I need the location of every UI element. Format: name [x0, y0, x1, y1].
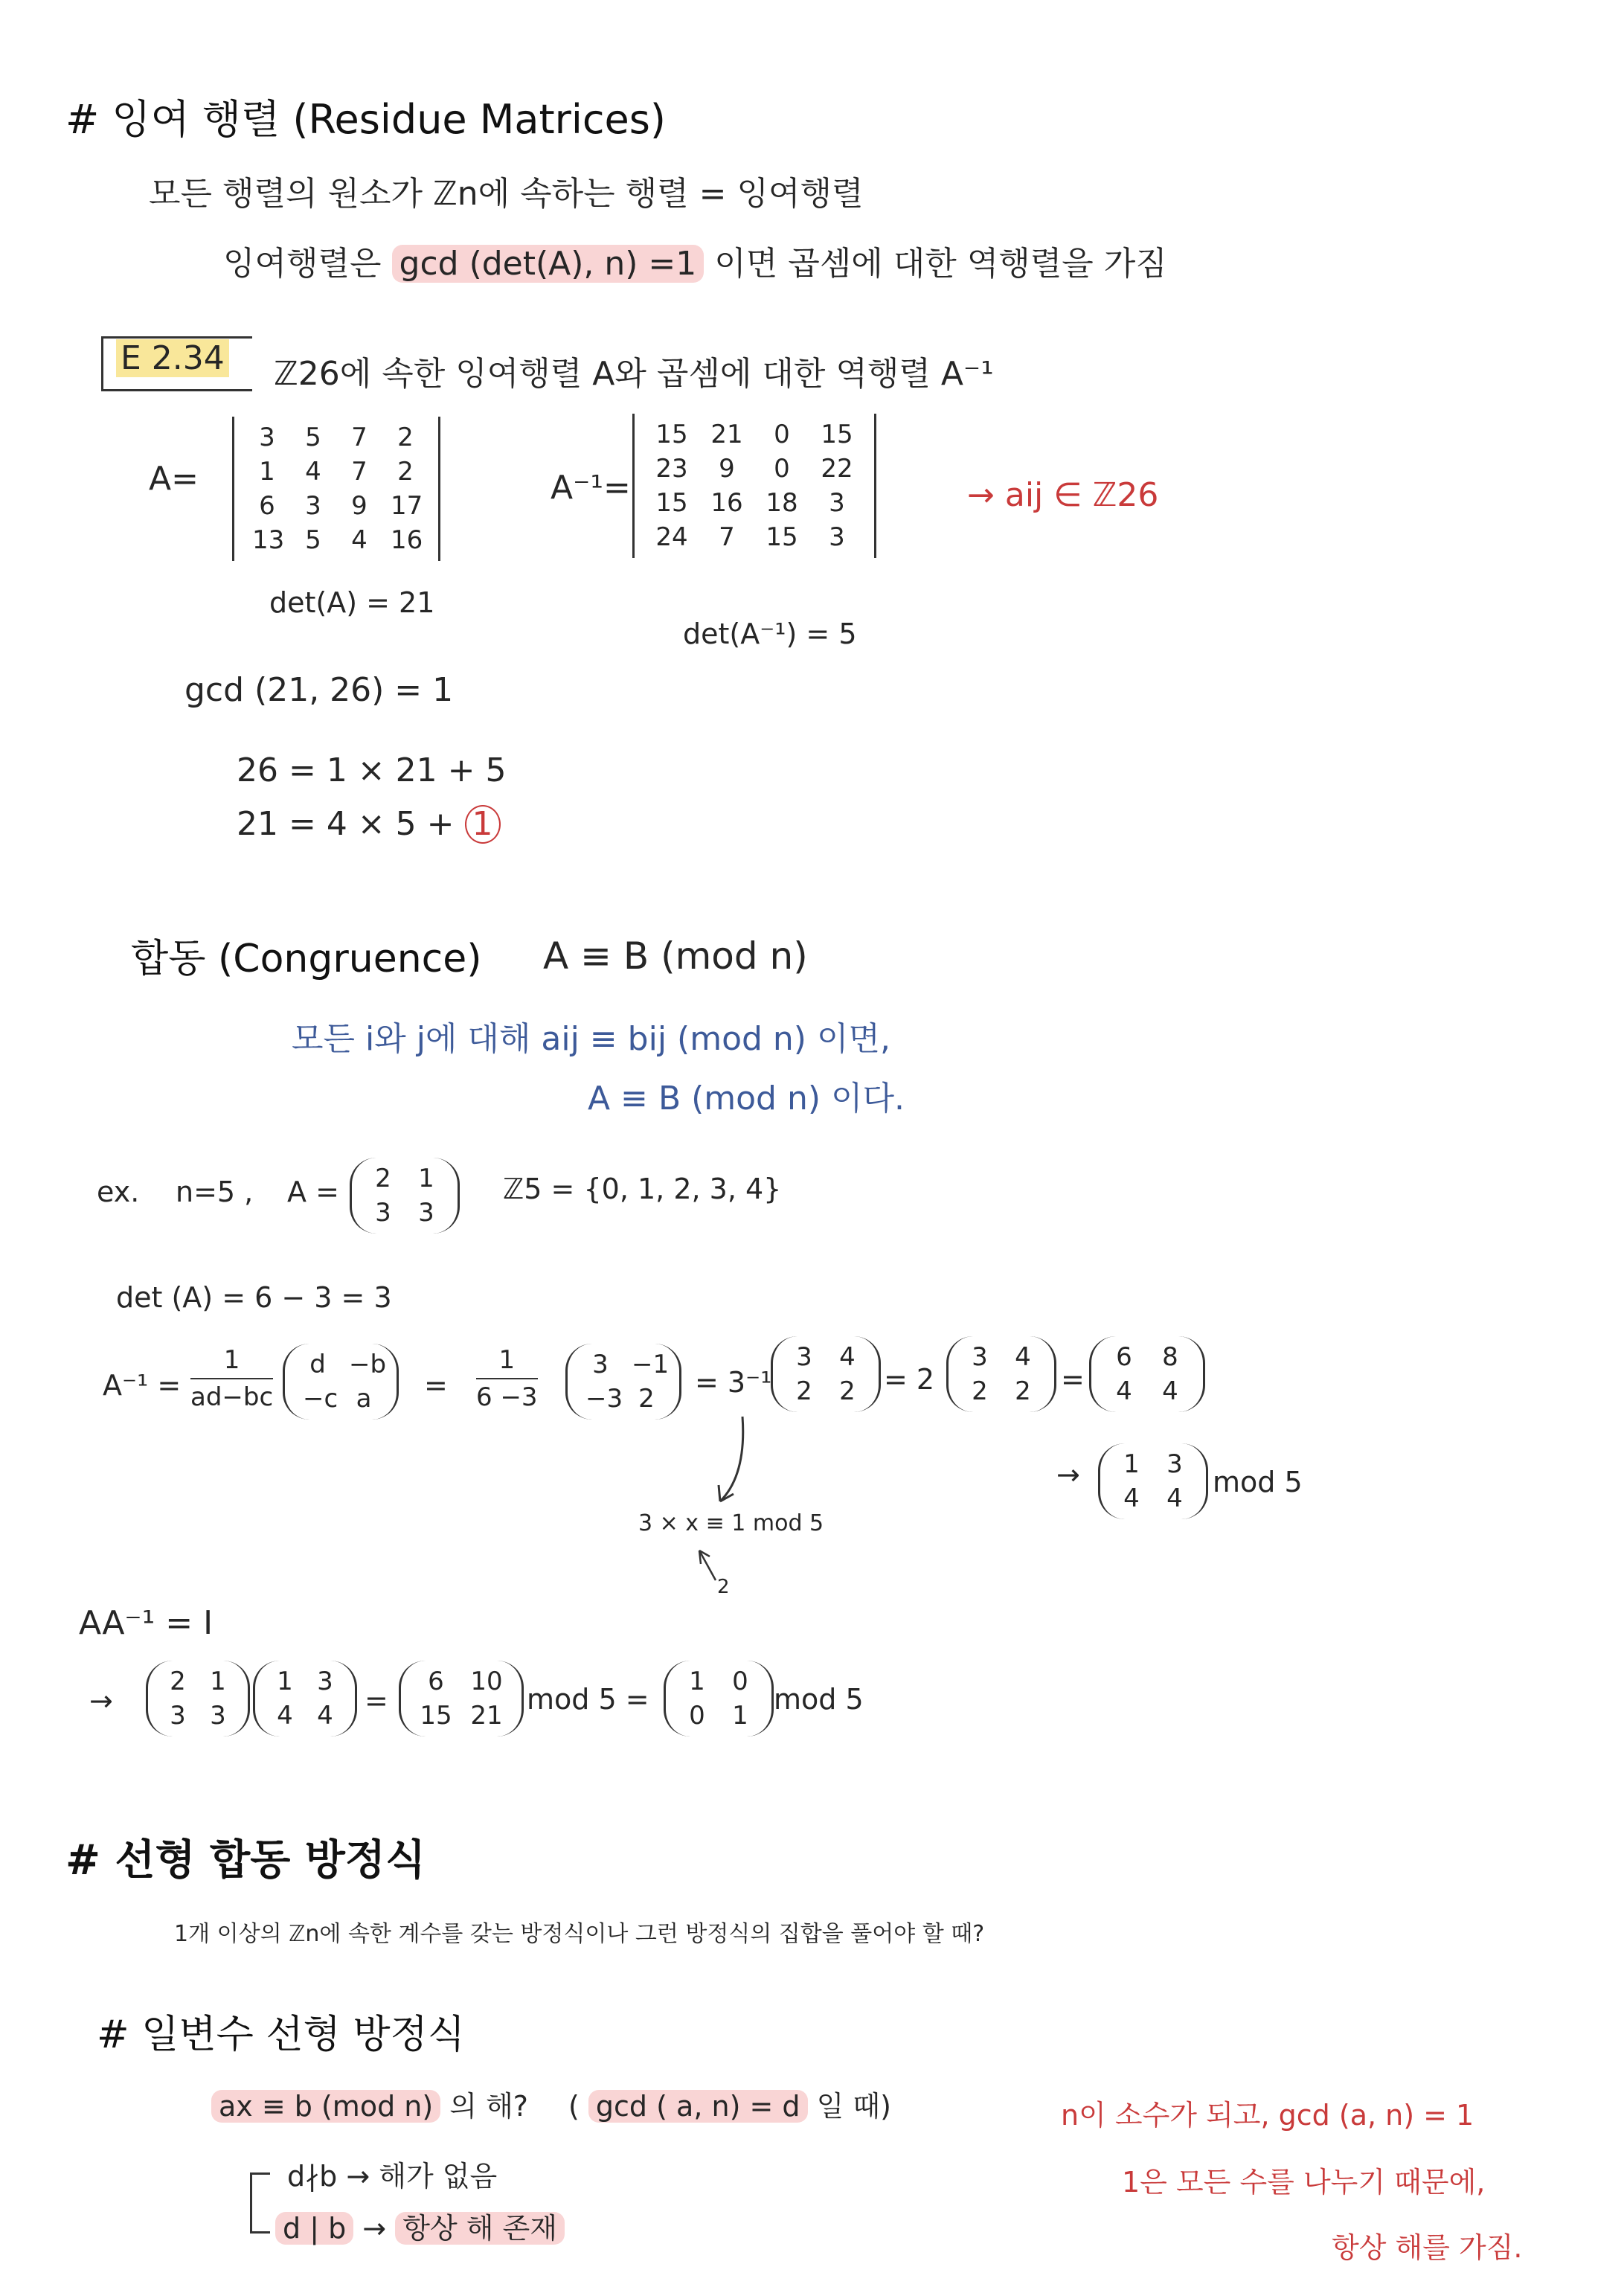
check-Ainv-cell: 4 [317, 1701, 333, 1731]
matrix-Ainv-cell: 3 [829, 488, 845, 518]
single-variable-title: # 일변수 선형 방정식 [97, 2013, 466, 2057]
result-cell: 1 [1123, 1449, 1140, 1479]
case-solution [275, 2205, 565, 2246]
example-A-cell: 1 [418, 1164, 434, 1193]
example-A-cell: 2 [375, 1164, 391, 1193]
matrix-A-cell: 2 [397, 457, 414, 487]
section-title-linear: # 선형 합동 방정식 [65, 1836, 426, 1885]
fraction-1 [190, 1345, 273, 1412]
check-A-cell: 3 [210, 1701, 226, 1731]
matrix-Ainv-cell: 7 [719, 522, 735, 552]
section-title-residue: # 잉여 행렬 (Residue Matrices) [65, 96, 666, 143]
coef-2: = 2 [884, 1363, 935, 1396]
check-matrix-Ainv [253, 1661, 357, 1737]
example-A-label: A = [287, 1176, 339, 1208]
cases-bracket [250, 2172, 270, 2234]
result-arrow: → [1056, 1458, 1080, 1491]
congruence-definition-2: A ≡ B (mod n) 이다. [588, 1080, 905, 1117]
case-always-solution: 항상 해 존재 [395, 2212, 565, 2245]
element-membership-note: → aij ∈ ℤ26 [967, 476, 1159, 514]
example-tag [116, 339, 229, 377]
check-product-cell: 15 [420, 1701, 452, 1731]
matrix-Ainv-cell: 21 [710, 420, 743, 449]
example-A-cell: 3 [375, 1198, 391, 1228]
matrix-6844-cell: 8 [1162, 1342, 1178, 1372]
cond-suffix: 이면 곱셈에 대한 역행렬을 가짐 [714, 245, 1167, 283]
adjugate-numeric-cell: −3 [585, 1384, 623, 1414]
adjugate-matrix-numeric [565, 1344, 681, 1420]
check-identity-cell: 1 [689, 1667, 705, 1696]
equals-2: = [1061, 1363, 1085, 1396]
matrix-A-label: A= [149, 460, 199, 498]
inverse-answer: 2 [717, 1576, 730, 1598]
adjugate-numeric-cell: −1 [632, 1350, 670, 1379]
matrix-3422-b-cell: 4 [1015, 1342, 1031, 1372]
equation-suffix: 의 해? [449, 2090, 528, 2123]
matrix-A-cell: 7 [351, 423, 368, 452]
circled-remainder: 1 [465, 805, 501, 844]
euclid-step-1: 26 = 1 × 21 + 5 [237, 751, 507, 789]
matrix-Ainv-cell: 16 [710, 488, 743, 518]
result-cell: 4 [1166, 1484, 1183, 1513]
residue-definition: 모든 행렬의 원소가 ℤn에 속하는 행렬 = 잉여행렬 [149, 175, 864, 213]
adjugate-cell: −c [303, 1384, 338, 1414]
det-Ainv: det(A⁻¹) = 5 [683, 618, 857, 650]
fraction-1-den: ad−bc [190, 1382, 274, 1412]
matrix-A-cell: 13 [252, 525, 285, 555]
matrix-6844-cell: 4 [1116, 1376, 1132, 1406]
matrix-3422-a-cell: 4 [839, 1342, 856, 1372]
result-cell: 3 [1166, 1449, 1183, 1479]
matrix-A-cell: 7 [351, 457, 368, 487]
fraction-2-den: 6 −3 [476, 1382, 538, 1412]
cond-gcd-highlight: gcd (det(A), n) =1 [392, 245, 705, 283]
matrix-A [232, 417, 440, 561]
matrix-3422-a-cell: 2 [839, 1376, 856, 1406]
matrix-Ainv-cell: 15 [655, 488, 688, 518]
matrix-A-cell: 5 [305, 525, 321, 555]
fraction-2-num: 1 [498, 1345, 516, 1375]
check-Ainv-cell: 3 [317, 1667, 333, 1696]
matrix-A-cell: 2 [397, 423, 414, 452]
matrix-A-cell: 6 [259, 491, 275, 521]
matrix-A-cell: 4 [351, 525, 368, 555]
z5-set: ℤ5 = {0, 1, 2, 3, 4} [503, 1173, 782, 1205]
example-n: n=5 , [176, 1176, 254, 1208]
red-note-2: 1은 모든 수를 나누기 때문에, [1122, 2166, 1486, 2199]
congruence-definition-1: 모든 i와 j에 대해 aij ≡ bij (mod n) 이면, [292, 1020, 890, 1058]
matrix-3422-a-cell: 3 [796, 1342, 812, 1372]
matrix-A-cell: 1 [259, 457, 275, 487]
check-Ainv-cell: 1 [277, 1667, 293, 1696]
matrix-3422-b-cell: 3 [972, 1342, 988, 1372]
fraction-1-num: 1 [223, 1345, 240, 1375]
check-matrix-identity [664, 1661, 774, 1737]
inverse-equation: 3 × x ≡ 1 mod 5 [638, 1510, 824, 1536]
check-matrix-product [399, 1661, 524, 1737]
check-product-cell: 10 [470, 1667, 503, 1696]
matrix-A-cell: 9 [351, 491, 368, 521]
matrix-Ainv [632, 414, 876, 558]
matrix-6844 [1089, 1336, 1205, 1412]
equation-line [211, 2083, 528, 2124]
matrix-A-cell: 3 [305, 491, 321, 521]
matrix-Ainv-cell: 15 [655, 420, 688, 449]
red-note-1: n이 소수가 되고, gcd (a, n) = 1 [1061, 2099, 1474, 2132]
gcd-line: gcd (21, 26) = 1 [184, 671, 454, 709]
check-mod: mod 5 = [527, 1683, 649, 1716]
result-cell: 4 [1123, 1484, 1140, 1513]
fraction-1-bar [190, 1378, 273, 1379]
fraction-2 [476, 1345, 538, 1412]
check-identity-cell: 0 [689, 1701, 705, 1731]
gcd-highlight: gcd ( a, n) = d [588, 2090, 808, 2123]
matrix-Ainv-cell: 22 [821, 454, 853, 484]
det-A: det(A) = 21 [269, 586, 435, 619]
matrix-Ainv-cell: 0 [774, 454, 790, 484]
matrix-Ainv-cell: 23 [655, 454, 688, 484]
euclid-step-2-text: 21 = 4 × 5 + [237, 805, 455, 843]
adjugate-numeric-cell: 2 [638, 1384, 655, 1414]
matrix-6844-cell: 4 [1162, 1376, 1178, 1406]
gcd-suffix: 일 때) [816, 2090, 891, 2123]
matrix-A-cell: 3 [259, 423, 275, 452]
matrix-A-cell: 5 [305, 423, 321, 452]
case-arrow: → [362, 2212, 387, 2245]
matrix-3422-b [946, 1336, 1056, 1412]
check-matrix-A [146, 1661, 250, 1737]
matrix-3422-b-cell: 2 [1015, 1376, 1031, 1406]
matrix-Ainv-cell: 3 [829, 522, 845, 552]
matrix-3422-a-cell: 2 [796, 1376, 812, 1406]
gcd-condition [568, 2083, 891, 2124]
matrix-6844-cell: 6 [1116, 1342, 1132, 1372]
adjugate-cell: −b [349, 1350, 387, 1379]
matrix-3422-b-cell: 2 [972, 1376, 988, 1406]
matrix-A-cell: 16 [391, 525, 423, 555]
adjugate-cell: d [309, 1350, 326, 1379]
congruence-notation: A ≡ B (mod n) [543, 934, 808, 978]
check-label: AA⁻¹ = I [79, 1604, 214, 1642]
equals-1: = [424, 1369, 448, 1402]
matrix-3422-a [771, 1336, 881, 1412]
check-product-cell: 6 [428, 1667, 444, 1696]
check-mod-2: mod 5 [774, 1683, 864, 1716]
adjugate-cell: a [356, 1384, 372, 1414]
adjugate-matrix [283, 1344, 399, 1420]
matrix-Ainv-cell: 15 [766, 522, 798, 552]
case-no-solution: d∤b → 해가 없음 [287, 2160, 498, 2193]
coef-inverse: = 3⁻¹ [695, 1366, 772, 1399]
residue-condition [223, 237, 1167, 284]
congruence-title: 합동 (Congruence) [131, 937, 482, 981]
result-matrix [1098, 1443, 1208, 1519]
matrix-Ainv-cell: 15 [821, 420, 853, 449]
check-arrow: → [89, 1684, 113, 1717]
result-mod: mod 5 [1213, 1466, 1303, 1498]
gcd-open: ( [568, 2090, 580, 2123]
linear-description: 1개 이상의 ℤn에 속한 계수를 갖는 방정식이나 그런 방정식의 집합을 풀어야 할 때? [174, 1921, 985, 1947]
case-divides-highlight: d | b [275, 2212, 353, 2245]
check-A-cell: 3 [170, 1701, 186, 1731]
cond-prefix: 잉여행렬은 [223, 245, 382, 283]
matrix-Ainv-label: A⁻¹= [551, 469, 631, 507]
check-A-cell: 1 [210, 1667, 226, 1696]
matrix-A-cell: 17 [391, 491, 423, 521]
equation-highlight: ax ≡ b (mod n) [211, 2090, 440, 2123]
check-identity-cell: 1 [732, 1701, 748, 1731]
check-identity-cell: 0 [732, 1667, 748, 1696]
example-label: ex. [97, 1176, 140, 1208]
matrix-Ainv-cell: 9 [719, 454, 735, 484]
matrix-Ainv-cell: 24 [655, 522, 688, 552]
matrix-Ainv-cell: 0 [774, 420, 790, 449]
red-note-3: 항상 해를 가짐. [1332, 2231, 1523, 2264]
example-matrix-A [350, 1158, 460, 1234]
matrix-Ainv-cell: 18 [766, 488, 798, 518]
example-A-cell: 3 [418, 1198, 434, 1228]
inverse-label: A⁻¹ = [103, 1369, 182, 1402]
fraction-2-bar [476, 1378, 538, 1379]
example-description: ℤ26에 속한 잉여행렬 A와 곱셈에 대한 역행렬 A⁻¹ [274, 355, 994, 393]
check-Ainv-cell: 4 [277, 1701, 293, 1731]
check-equals: = [365, 1684, 388, 1717]
check-A-cell: 2 [170, 1667, 186, 1696]
inverse-arrow [707, 1414, 751, 1510]
matrix-A-cell: 4 [305, 457, 321, 487]
det-computation: det (A) = 6 − 3 = 3 [116, 1281, 392, 1314]
check-product-cell: 21 [470, 1701, 503, 1731]
example-tag-label: E 2.34 [116, 339, 229, 377]
adjugate-numeric-cell: 3 [592, 1350, 609, 1379]
euclid-step-2 [237, 805, 501, 844]
